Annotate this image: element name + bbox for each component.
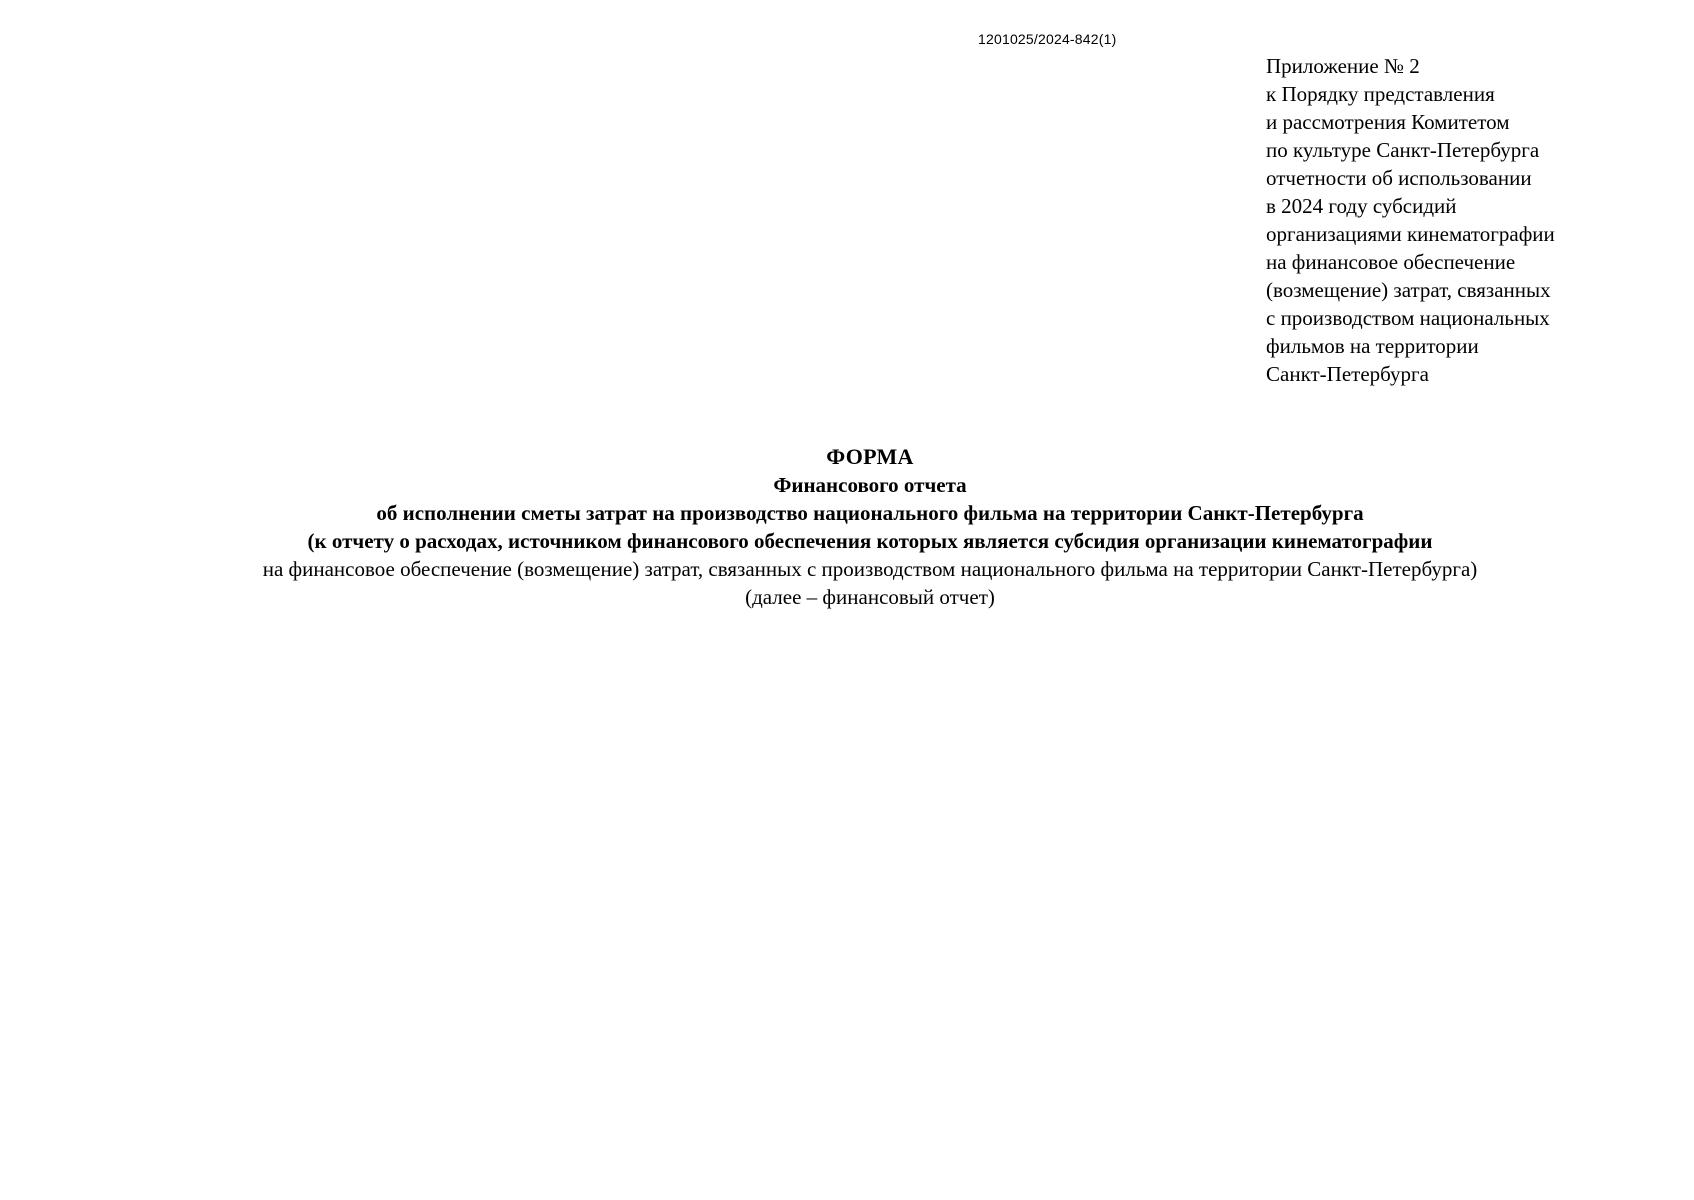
appendix-line: в 2024 году субсидий (1266, 194, 1457, 218)
appendix-line: с производством национальных (1266, 306, 1550, 330)
appendix-line: (возмещение) затрат, связанных (1266, 278, 1551, 302)
form-heading-line-3: на финансовое обеспечение (возмещение) затрат, связанных с производством национального фильма на территории Санкт-Петербурга) (262, 557, 1478, 581)
appendix-line: организациями кинематографии (1266, 222, 1555, 246)
appendix-line: к Порядку представления (1266, 82, 1495, 106)
appendix-line: на финансовое обеспечение (1266, 250, 1516, 274)
form-title: ФОРМА (826, 444, 914, 469)
form-subtitle: Финансового отчета (773, 473, 967, 497)
appendix-line: отчетности об использовании (1266, 166, 1532, 190)
appendix-line: и рассмотрения Комитетом (1266, 110, 1510, 134)
form-heading-line-1: об исполнении сметы затрат на производство национального фильма на территории Санкт-Петербурга (376, 501, 1364, 525)
appendix-line: Санкт-Петербурга (1266, 362, 1429, 386)
form-heading-line-4: (далее – финансовый отчет) (745, 585, 995, 609)
appendix-line: Приложение № 2 (1266, 54, 1420, 78)
document-registration-number: 1201025/2024-842(1) (978, 31, 1117, 47)
appendix-line: по культуре Санкт-Петербурга (1266, 138, 1540, 162)
form-heading-block (0, 443, 1694, 611)
appendix-reference-block (1266, 52, 1676, 388)
appendix-line: фильмов на территории (1266, 334, 1479, 358)
form-heading-line-2: (к отчету о расходах, источником финансового обеспечения которых является субсидия организации кинематографии (307, 529, 1433, 553)
